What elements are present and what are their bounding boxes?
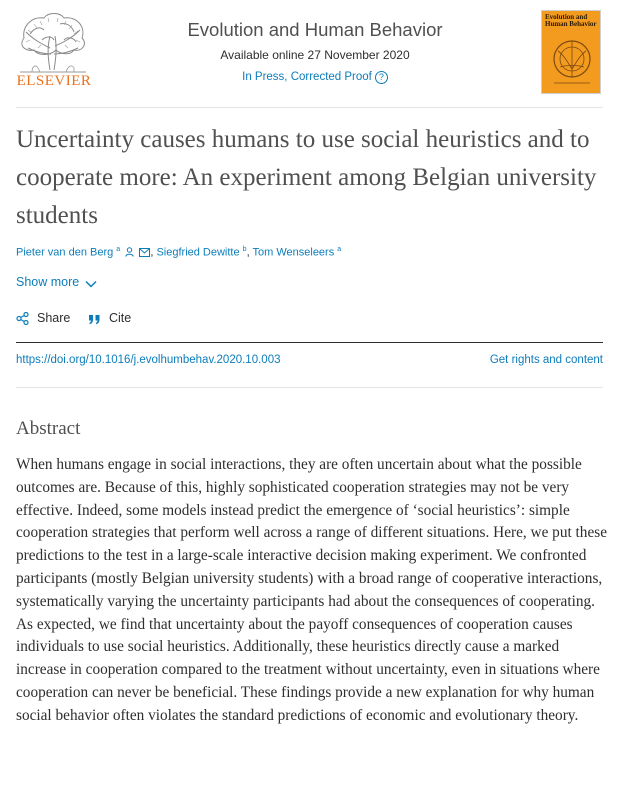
quote-icon: [88, 314, 101, 325]
affiliation-marker[interactable]: a: [337, 246, 342, 253]
cover-journal-title: Evolution and Human Behavior: [545, 13, 597, 28]
author-link[interactable]: Siegfried Dewitte: [156, 246, 240, 259]
doi-link[interactable]: https://doi.org/10.1016/j.evolhumbehav.2020.10.003: [16, 354, 281, 366]
person-icon[interactable]: [125, 247, 134, 257]
publisher-wordmark: ELSEVIER: [16, 73, 92, 89]
journal-cover-image[interactable]: [541, 10, 601, 94]
article-status: [110, 71, 520, 84]
doi-divider: [16, 342, 603, 343]
abstract-heading: Abstract: [16, 418, 81, 439]
header-divider: [16, 107, 603, 108]
rights-link[interactable]: Get rights and content: [489, 354, 603, 366]
article-title: Uncertainty causes humans to use social heuristics and to cooperate more: An experiment among Belgian university students: [16, 126, 597, 229]
share-label: Share: [37, 311, 71, 325]
author-link[interactable]: Tom Wenseleers: [252, 246, 335, 259]
abstract-divider: [16, 387, 603, 388]
help-icon[interactable]: ?: [375, 71, 388, 84]
chevron-down-icon: [85, 280, 97, 288]
author-list: [16, 246, 341, 259]
journal-title-link[interactable]: Evolution and Human Behavior: [187, 19, 443, 40]
show-more-button[interactable]: [16, 275, 97, 289]
author-separator: ,: [150, 246, 154, 259]
mail-icon[interactable]: [139, 248, 150, 257]
share-button[interactable]: [16, 311, 70, 325]
cite-label: Cite: [109, 311, 132, 325]
share-icon: [16, 312, 29, 325]
affiliation-marker[interactable]: a: [116, 246, 121, 253]
cite-button[interactable]: [88, 311, 131, 325]
author-separator: ,: [246, 246, 250, 259]
article-status-label: In Press, Corrected Proof: [242, 71, 372, 83]
show-more-label: Show more: [16, 275, 80, 289]
author-link[interactable]: Pieter van den Berg: [16, 246, 114, 259]
cover-illustration: [550, 35, 594, 87]
abstract-text: When humans engage in social interactions, they are often uncertain about what the possible outcomes are. Because of this, highly sophisticated cooperation strategies may not be very effective. Indeed, some models instead predict the emergence of ‘social heuristics’: simple cooperation strategies that perform well across a range of different situations. Here, we put these predictions to the test in a large-scale interactive decision making experiment. We confronted participants (mostly Belgian university students) with a broad range of cooperative interactions, systematically varying the uncertainty participants had about the consequences of cooperating. As expected, we find that uncertainty about the payoff consequences of cooperation causes individuals to use social heuristics. Additionally, these heuristics directly cause a marked increase in cooperation compared to the treatment without uncertainty, even in situations where cooperation can never be beneficial. These findings provide a new explanation for why human social behavior often violates the standard predictions of economic and evolutionary theory.: [16, 456, 607, 724]
available-online-date: Available online 27 November 2020: [220, 48, 410, 62]
affiliation-marker[interactable]: b: [242, 246, 247, 253]
